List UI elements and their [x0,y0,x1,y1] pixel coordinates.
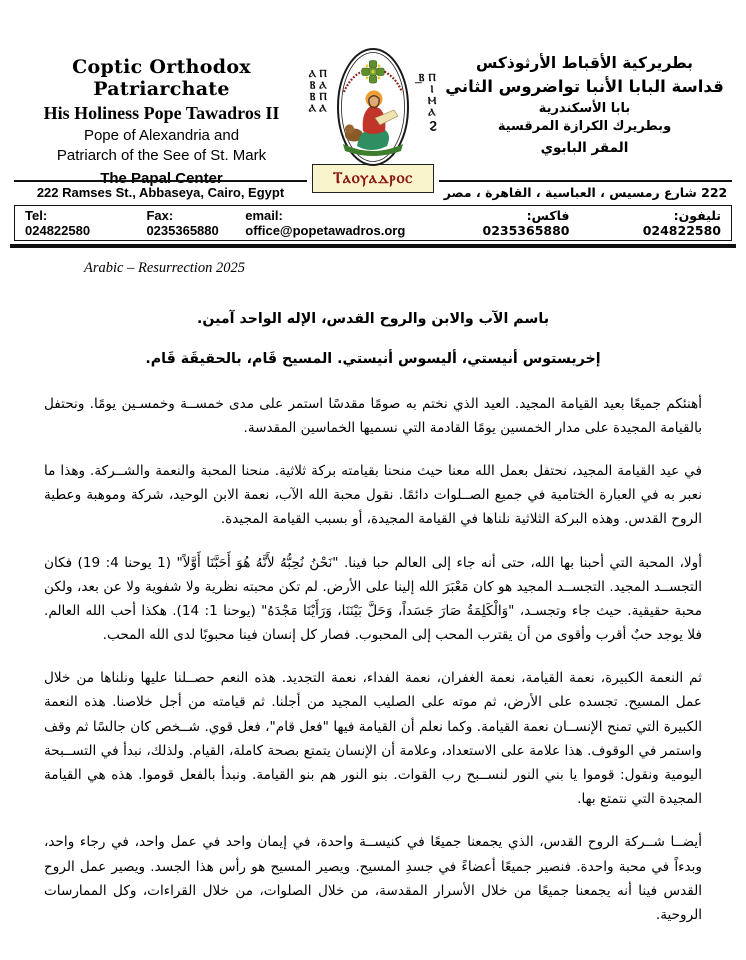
arabic-address: 222 شارع رمسيس ، العباسية ، القاهرة ، مصر [439,180,732,200]
english-address: 222 Ramses St., Abbaseya, Cairo, Egypt [14,180,307,200]
banner-wrap [307,164,439,193]
paragraph-1: أهنئكم جميعًا بعيد القيامة المجيد. العيد الذي نختم به صومًا مقدسًا استمر على مدى خمســة وخمسـين يومًا. ونحتفل بالقيامة المجيدة على مدار الخمسين يومًا القادمة التي نسميها الخماسين المقدسة. [44,395,702,436]
fax-number-arabic: فاكس: 0235365880 [482,208,570,238]
email-address: email: office@popetawadros.org [245,208,406,238]
patriarchate-seal [307,46,439,164]
paragraph-5: أيضــا شــركة الروح القدس، الذي يجمعنا جميعًا في كنيســة واحدة، في إيمان واحد في عمل واحد، في رجاء واحد، وبدءاً في محبة واحدة. فنصير جميعًا أعضاءً في جسدِ المسيح. ويصير المسيح هو رأس هذا الجسد. ويصير عمل الروح القدس فينا أنه يجمعنا جميعًا من خلال الأسرار المقدسة، من خلال الصلوات، من خلال القراءات، وكل الممارسات الروحية. [44,834,702,923]
english-pope-name: His Holiness Pope Tawadros II [43,103,280,123]
arabic-title-line2: وبطريرك الكرازة المرقسية [497,119,672,134]
paschal-greeting: إخريستوس أنيستي، أليسوس أنيستي. المسيح قَام، بالحقيقَة قَام. [145,351,601,368]
arabic-pope-name: قداسة البابا الأنبا تواضروس الثاني [445,77,724,96]
header-divider [10,244,736,248]
phone-number: Tel: 024822580 [25,208,91,238]
st-mark-logo-icon [327,46,419,168]
english-papal-center: The Papal Center [100,170,223,187]
document-tagline: Arabic – Resurrection 2025 [84,260,245,276]
arabic-papal-center: المقر البابوي [540,140,629,156]
paragraph-2: في عيد القيامة المجيد، نحتفل بعمل الله معنا حيث منحنا بقيامته بركة ثلاثية. منحنا المحبة والنعمة والشــركة. وهذا ما نعبر به في العبارة الختامية في جميع الصــلوات دائمًا. نقول محبة الله الآب، نعمة الابن الوحيد، شركة وموهبة وعطية الروح القدس. وهذه البركة الثلاثية نلناها في القيامة المجيدة، أو بسبب القيامة المجيدة. [44,462,702,528]
english-org-name: Coptic Orthodox Patriarchate [72,56,251,100]
paragraph-4: ثم النعمة الكبيرة، نعمة القيامة، نعمة الغفران، نعمة الفداء، نعمة التجديد. هذه النعم حصــلنا عليها ونلناها من خلال عمل المسيح. تجسده على الأرض، ثم موته على الصليب المجيد من أجلنا. ثم قيامته من أجل خلاصنا. هذه النعمة الكبيرة التي تمنح الإنســان نعمة القيامة. وكما نعلم أن القيامة فيها "فعل قام"، فعل قوي. شــخص كان جالسًا ثم وقف واستمر في الوقوف. هذا علامة على الاستعداد، وعلامة أن الإنسان يتمتع بصحة كاملة، القيام. ولذلك، نبدأ في التســبحة اليومية ونقول: قوموا يا بني النور لنســبح رب القوات. بنو النور هم بنو القيامة. ونبدأ بالفعل قوموا. هذه هي القيامة المجيدة التي نتمتع بها. [44,670,702,808]
coptic-left-letters: ⲠⲀⲠⲀ ⲀⲂⲂⲀ [307,70,330,116]
contact-left-group [25,208,245,238]
arabic-org-name: بطريركية الأقباط الأرثوذكس [476,54,693,72]
english-title-line2: Patriarch of the See of St. Mark [56,146,267,164]
contact-bar [14,205,732,241]
english-letterhead [16,56,307,187]
fax-number: Fax: 0235365880 [146,208,219,238]
invocation-line: باسم الآب والابن والروح القدس، الإله الواحد آمين. [196,311,550,327]
phone-number-arabic: تليفون: 024822580 [642,208,721,238]
english-title-line1: Pope of Alexandria and [83,127,240,144]
coptic-right-letters: ⲠⲒⲘⲀϨ Ⲃ̅ [416,74,439,134]
contact-arabic-group [440,208,721,238]
letter-body [44,307,702,927]
coptic-name-banner: Ⲧⲁⲟⲩⲁⲇⲣⲟⲥ [312,164,434,193]
paragraph-3: أولا، المحبة التي أحبنا بها الله، حتى أنه جاء إلى العالم حبا فينا. "نَحْنُ نُحِبُّهُ لأَنَّهُ هُوَ أَحَبَّنَا أَوَّلاً" (1 يوحنا 4: 19) فكان التجســد المجيد. التجســد المجيد هو كان مَعْبَرَ الله إلينا على الأرض. لم تكن محبته نظرية ولا شفوية ولا عن بعد، ولكن محبة حقيقية. حيث جاء وتجسـد، "وَالْكَلِمَةُ صَارَ جَسَداً، وَحَلَّ بَيْنَنَا، وَرَأَيْنَا مَجْدَهُ" (يوحنا 1: 14). هكذا أحب الله العالم. فلا يوجد حبٌ أقرب وأقوى من أن يقترب المحب إلى المحبوب. فصار كل إنسان فينا محبوبًا لدى الله المحب. [44,554,702,644]
arabic-letterhead [439,54,730,156]
arabic-title-line1: بابا الأسكندرية [538,101,631,116]
